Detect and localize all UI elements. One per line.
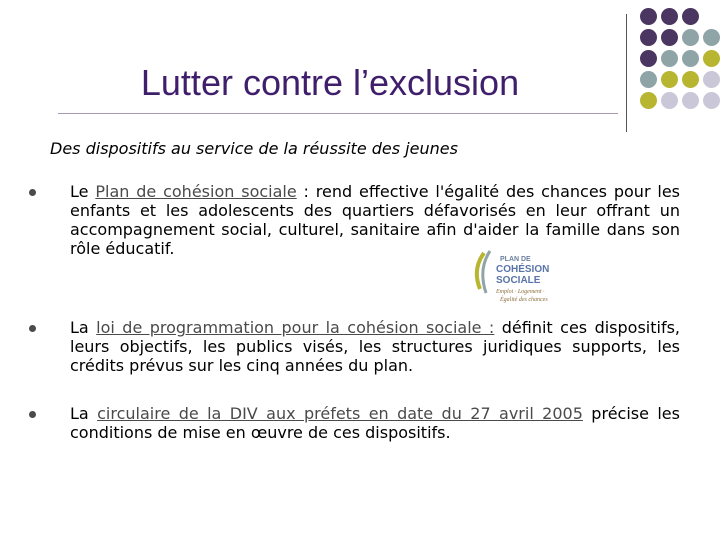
- bullet-item-circulaire: [70, 404, 680, 442]
- slide-subtitle: Des dispositifs au service de la réussite des jeunes: [50, 139, 458, 158]
- bullet-text: : rend effective l'égalité des chances pour les enfants et les adolescents des quartiers défavorisés en leur offrant un accompagnement social, culturel, sanitaire afin d'aider la famille dans son rôle éducatif.: [70, 182, 681, 258]
- dot: [640, 29, 657, 46]
- dot: [703, 29, 720, 46]
- dot: [703, 71, 720, 88]
- bullet-item-plan: [70, 182, 680, 258]
- title-divider: [58, 113, 618, 114]
- dot: [703, 92, 720, 109]
- dot: [640, 8, 657, 25]
- vertical-divider: [626, 14, 627, 132]
- decorative-dot-grid: [640, 8, 720, 118]
- bullet-text: définit ces dispositifs, leurs objectifs, les publics visés, les structures juridiques supports, les crédits prévus sur les cinq années du plan.: [70, 318, 681, 375]
- logo-graphic: [470, 249, 562, 307]
- dot: [682, 29, 699, 46]
- dot: [661, 29, 678, 46]
- bullet-prefix: Le: [70, 182, 96, 201]
- dot: [703, 50, 720, 67]
- plan-cohesion-link[interactable]: Plan de cohésion sociale: [95, 182, 297, 201]
- logo-line3: SOCIALE: [496, 275, 541, 286]
- dot: [661, 50, 678, 67]
- slide-title: Lutter contre l’exclusion: [140, 62, 520, 103]
- plan-cohesion-sociale-logo: [470, 249, 562, 307]
- circulaire-div-link[interactable]: circulaire de la DIV aux préfets en date du 27 avril 2005: [97, 404, 583, 423]
- dot: [682, 8, 699, 25]
- logo-line2: COHÉSION: [496, 264, 550, 275]
- logo-line1: PLAN DE: [500, 256, 531, 263]
- dot: [661, 8, 678, 25]
- bullet-item-loi: [70, 318, 680, 375]
- bullet-marker: [29, 325, 36, 332]
- bullet-text: précise les conditions de mise en œuvre de ces dispositifs.: [70, 404, 680, 442]
- logo-tagline1: Emploi · Logement ·: [496, 289, 545, 295]
- dot: [661, 71, 678, 88]
- bullet-marker: [29, 411, 36, 418]
- bullet-marker: [29, 189, 36, 196]
- dot: [682, 50, 699, 67]
- bullet-prefix: La: [70, 404, 98, 423]
- bullet-prefix: La: [70, 318, 97, 337]
- loi-programmation-link[interactable]: loi de programmation pour la cohésion sociale :: [96, 318, 495, 337]
- dot: [640, 71, 657, 88]
- dot: [682, 71, 699, 88]
- logo-tagline2: Égalité des chances: [500, 297, 548, 303]
- dot: [682, 92, 699, 109]
- dot: [640, 92, 657, 109]
- dot: [661, 92, 678, 109]
- dot: [640, 50, 657, 67]
